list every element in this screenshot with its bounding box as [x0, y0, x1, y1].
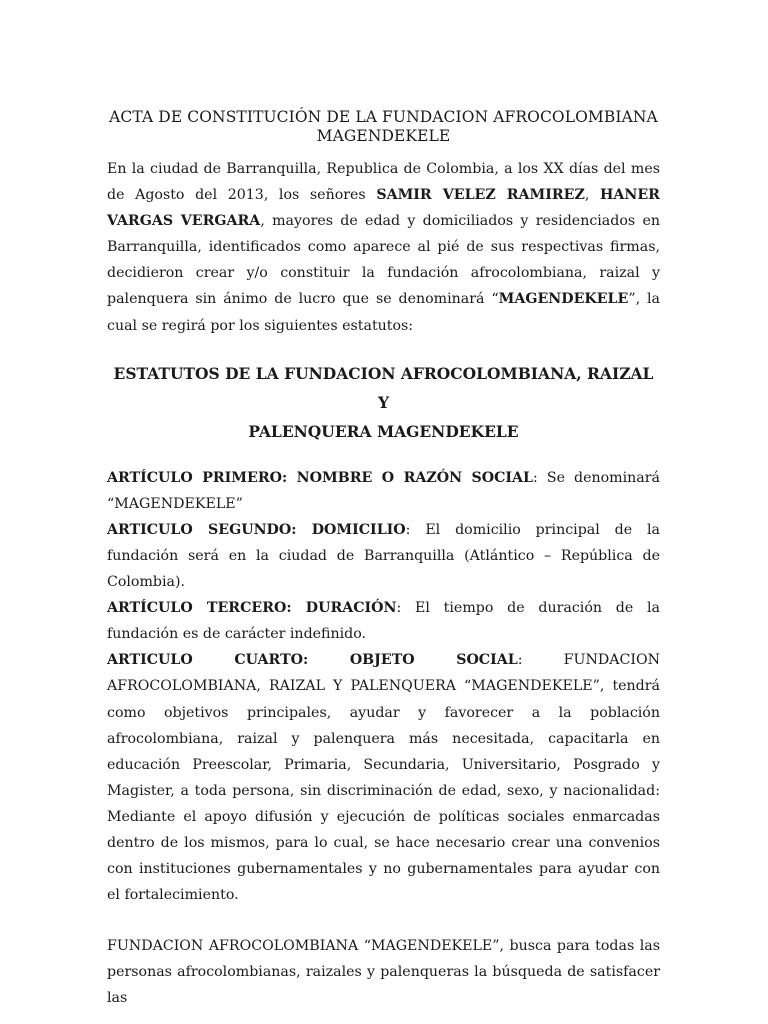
- intro-text-1: En la ciudad de Barranquilla, Republica de Colombia, a los XX días del mes de Agosto del 2013, los señores: [107, 161, 660, 204]
- foundation-name: MAGENDEKELE: [498, 291, 629, 308]
- intro-text-4: ”, la cual se regirá por los siguientes estatutos:: [107, 291, 660, 334]
- article-1-body: : Se denominará “MAGENDEKELE”: [107, 469, 660, 512]
- document-title-line-1: ACTA DE CONSTITUCIÓN DE LA FUNDACION AFROCOLOMBIANA: [109, 108, 658, 126]
- intro-text-3: , mayores de edad y domiciliados y residenciados en Barranquilla, identificados como aparece al pié de sus respectivas firmas, decidieron crear y/o constituir la fundación afrocolombiana, raizal y palenquera sin ánimo de lucro que se denominará “: [107, 213, 660, 308]
- document-title-line-2: MAGENDEKELE: [316, 127, 451, 145]
- article-3-heading: ARTÍCULO TERCERO: DURACIÓN: [107, 600, 397, 617]
- article-4-heading: ARTICULO CUARTO: OBJETO SOCIAL: [107, 652, 518, 669]
- statutes-title-line-2: PALENQUERA MAGENDEKELE: [248, 421, 519, 441]
- intro-paragraph: [107, 156, 660, 339]
- founder-name-2: HANER VARGAS VERGARA: [107, 187, 660, 230]
- article-2-heading: ARTICULO SEGUNDO: DOMICILIO: [107, 521, 406, 538]
- document-title: [107, 108, 660, 146]
- article-2-body: : El domicilio principal de la fundación será en la ciudad de Barranquilla (Atlántico – República de Colombia).: [107, 521, 660, 591]
- paragraph-gap: [107, 908, 660, 933]
- article-3: [107, 595, 660, 647]
- statutes-title: [107, 359, 660, 446]
- article-4: [107, 647, 660, 908]
- article-2: [107, 517, 660, 595]
- closing-paragraph: FUNDACION AFROCOLOMBIANA “MAGENDEKELE”, busca para todas las personas afrocolombianas, raizales y palenqueras la búsqueda de satisfacer las: [107, 938, 660, 1007]
- article-1: [107, 465, 660, 517]
- statutes-title-line-1: ESTATUTOS DE LA FUNDACION AFROCOLOMBIANA, RAIZAL Y: [113, 363, 654, 412]
- article-4-body: : FUNDACION AFROCOLOMBIANA, RAIZAL Y PALENQUERA “MAGENDEKELE”, tendrá como objetivos principales, ayudar y favorecer a la población afrocolombiana, raizal y palenquera más necesitada, capacitarla en educación Preescolar, Primaria, Secundaria, Universitario, Posgrado y Magister, a toda persona, sin discriminación de edad, sexo, y nacionalidad: Mediante el apoyo difusión y ejecución de políticas sociales enmarcadas dentro de los mismos, para lo cual, se hace necesario crear una convenios con instituciones gubernamentales y no gubernamentales para ayudar con el fortalecimiento.: [107, 652, 660, 904]
- articles-section: [107, 465, 660, 909]
- founder-name-1: SAMIR VELEZ RAMIREZ: [376, 187, 585, 204]
- article-1-heading: ARTÍCULO PRIMERO: NOMBRE O RAZÓN SOCIAL: [107, 469, 534, 486]
- intro-text-2: ,: [584, 187, 600, 204]
- article-3-body: : El tiempo de duración de la fundación es de carácter indefinido.: [107, 600, 660, 643]
- document-page: [107, 108, 660, 1012]
